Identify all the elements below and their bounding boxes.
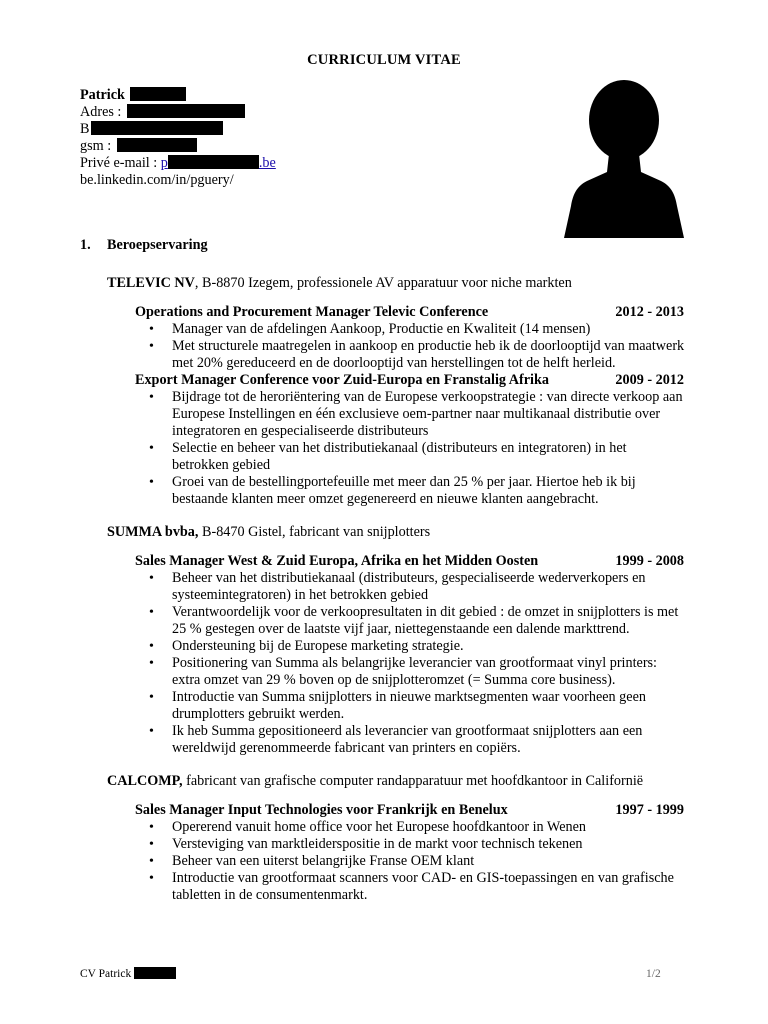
email-link[interactable] [161,155,276,171]
redacted-email [168,155,259,169]
company-header [107,773,768,790]
profile-silhouette-icon [563,80,685,238]
role-period: 1997 - 1999 [615,802,684,818]
list-item: • Opererend vanuit home office voor het Europese hoofdkantoor in Wenen [145,819,685,836]
list-item: • Beheer van het distributiekanaal (distributeurs, gespecialiseerde wederverkopers en systeemintegratoren) in het betrokken gebied [145,570,685,604]
document-title: CURRICULUM VITAE [307,52,461,68]
role-header [135,802,684,819]
role-period: 2012 - 2013 [615,304,684,320]
list-item: • Bijdrage tot de heroriëntering van de Europese verkoopstrategie : van directe verkoop aan Europese Instellingen en één exclusieve oem-partner naar multikanaal distributie over integratoren en gespecialiseerde distributeurs [145,389,685,440]
section-title: Beroepservaring [107,237,208,253]
list-item: • Manager van de afdelingen Aankoop, Productie en Kwaliteit (14 mensen) [145,321,685,338]
page-indicator: 1/2 [646,968,661,980]
email-end[interactable]: .be [258,155,276,171]
redacted-gsm [117,138,197,152]
role-header [135,304,684,321]
address-label: Adres : [80,104,122,120]
list-item: • Versteviging van marktleiderspositie in de markt voor technisch tekenen [145,836,685,853]
redacted-address [127,104,245,118]
list-item: • Positionering van Summa als belangrijke leverancier van grootformaat vinyl printers: extra omzet van 29 % boven op de snijplotteromzet (= Summa core business). [145,655,685,689]
company-name: CALCOMP, [107,773,183,789]
email-line [80,155,500,172]
list-item: • Ik heb Summa gepositioneerd als leverancier van grootformaat snijplotters aan een wereldwijd gerenommeerde fabricant van printers en copiërs. [145,723,685,757]
company-name: SUMMA bvba, [107,524,199,540]
list-item: • Introductie van grootformaat scanners voor CAD- en GIS-toepassingen en van grafische tabletten in de consumentenmarkt. [145,870,685,904]
role-bullets [145,819,685,904]
linkedin-url[interactable]: be.linkedin.com/in/pguery/ [80,172,234,188]
role-header [135,372,684,389]
email-start[interactable]: p [160,155,168,171]
company-name: TELEVIC NV [107,275,195,291]
gsm-label: gsm : [80,138,112,154]
list-item: • Introductie van Summa snijplotters in nieuwe marktsegmenten waar voorheen geen drumplotters gebruikt werden. [145,689,685,723]
role-period: 1999 - 2008 [615,553,684,569]
list-item: • Selectie en beheer van het distributiekanaal (distributeurs en integratoren) in het betrokken gebied [145,440,685,474]
footer-text: CV Patrick [80,968,132,980]
redacted-postal [91,121,223,135]
role-period: 2009 - 2012 [615,372,684,388]
company-header [107,524,768,541]
company-description: fabricant van grafische computer randapparatuur met hoofdkantoor in Californië [182,773,644,789]
role-bullets [145,570,685,757]
company-description: , B-8870 Izegem, professionele AV apparatuur voor niche markten [194,275,572,291]
role-title: Export Manager Conference voor Zuid-Europa en Franstalig Afrika [135,372,549,388]
role-title: Operations and Procurement Manager Televic Conference [135,304,489,320]
company-header [107,275,768,292]
linkedin-line [80,172,500,189]
company-description: B-8470 Gistel, fabricant van snijplotters [198,524,431,540]
role-title: Sales Manager West & Zuid Europa, Afrika en het Midden Oosten [135,553,539,569]
redacted-footer-surname [134,967,176,979]
list-item: • Ondersteuning bij de Europese marketing strategie. [145,638,685,655]
gsm-line [80,138,500,155]
address-line [80,104,500,121]
section-number: 1. [80,237,91,253]
list-item: • Groei van de bestellingportefeuille met meer dan 25 % per jaar. Hiertoe heb ik bij bestaande klanten meer omzet gegenereerd en nieuwe klanten aangebracht. [145,474,685,508]
name-line [80,87,500,104]
experience-content [0,275,768,904]
list-item: • Beheer van een uiterst belangrijke Franse OEM klant [145,853,685,870]
section-heading [80,237,208,254]
list-item: • Met structurele maatregelen in aankoop en productie heb ik de doorlooptijd van maatwerk met 20% gereduceerd en de doorlooptijd van herstellingen tot de helft herleid. [145,338,685,372]
list-item: • Verantwoordelijk voor de verkoopresultaten in dit gebied : de omzet in snijplotters is met 25 % gestegen over de laatste vijf jaar, niettegenstaande een dalende markttrend. [145,604,685,638]
postal-prefix: B [80,121,90,137]
role-bullets [145,321,685,372]
email-label: Privé e-mail : [80,155,158,171]
redacted-surname [130,87,186,101]
role-header [135,553,684,570]
footer-label [80,966,176,983]
postal-line [80,121,500,138]
contact-block [80,87,500,189]
first-name: Patrick [80,87,125,103]
role-title: Sales Manager Input Technologies voor Frankrijk en Benelux [135,802,508,818]
role-bullets [145,389,685,508]
